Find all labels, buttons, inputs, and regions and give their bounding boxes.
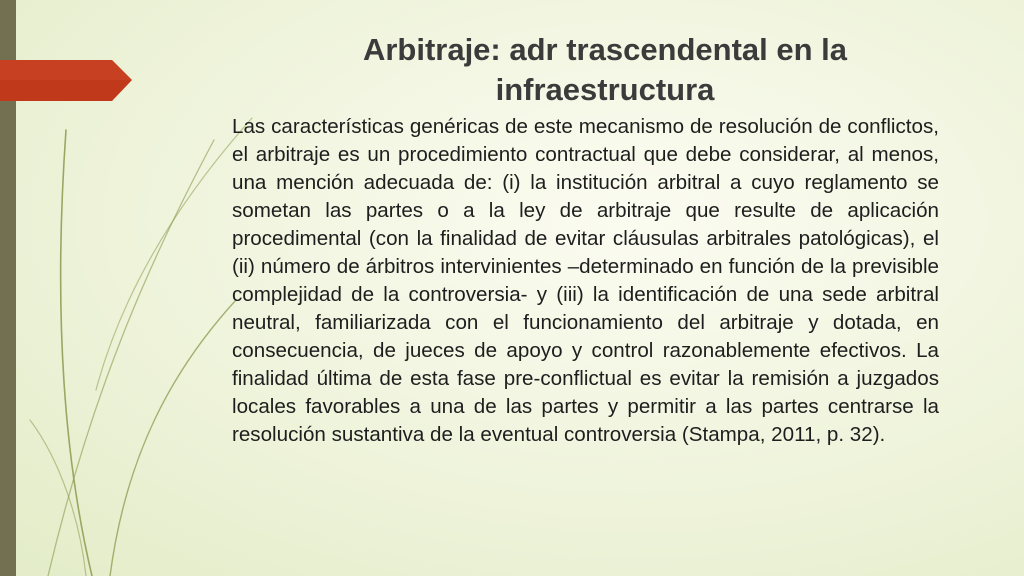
arrow-tab — [0, 60, 132, 101]
arrow-tab-highlight — [0, 60, 132, 80]
slide-title: Arbitraje: adr trascendental en la infraestructura — [362, 32, 848, 107]
slide-body-text: Las características genéricas de este mecanismo de resolución de conflictos, el arbitraje es un procedimiento contractual que debe considerar, al menos, una mención adecuada de: (i) la institución arbitral a cuyo reglamento se sometan las partes o a la ley de arbitraje que resulte de aplicación procedimental (con la finalidad de evitar cláusulas arbitrales patológicas), el (ii) número de árbitros intervinientes –determinado en función de la previsible complejidad de la controversia- y (iii) la identificación de una sede arbitral neutral, familiarizada con el funcionamiento del arbitraje y dotada, en consecuencia, de jueces de apoyo y control razonablemente efectivos. La finalidad última de esta fase pre-conflictual es evitar la remisión a juzgados locales favorables a una de las partes y permitir a las partes centrarse la resolución sustantiva de la eventual controversia (Stampa, 2011, p. 32). — [232, 115, 939, 446]
decor-line — [110, 300, 236, 576]
decor-line — [96, 118, 252, 390]
decor-line — [30, 420, 86, 576]
